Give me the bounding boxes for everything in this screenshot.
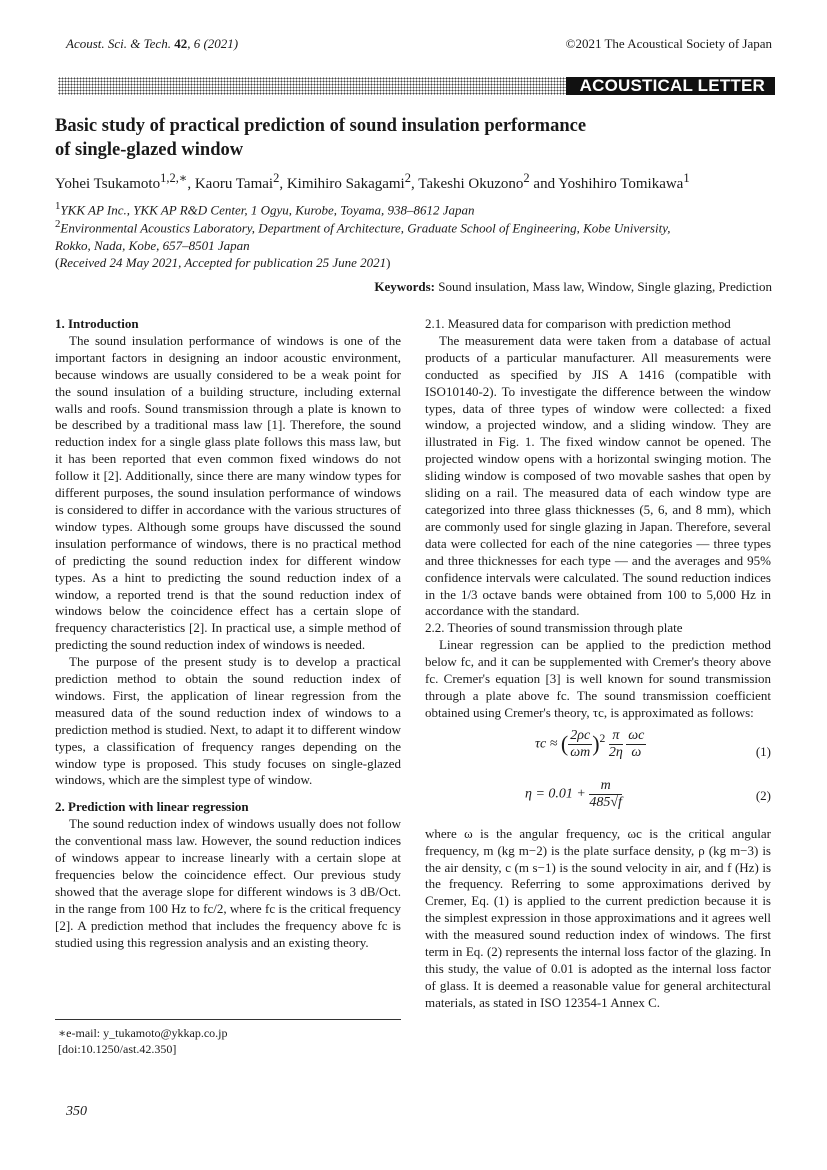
section-heading-introduction: 1. Introduction [55, 316, 139, 331]
paragraph: The measurement data were taken from a database of actual products of a particular manufacturer. All measurements were conducted as specified by JIS A 1416 (compatible with ISO10140-2). To investigate the difference between the window types, data of three types of window were collected: a fixed window, a projected window, and a sliding window. They are illustrated in Fig. 1. The fixed window cannot be opened. The projected window opens with a horizontal swinging motion. The sliding window is composed of two movable sashes that open by sliding on a rail. The measured data of each window type are categorized into three glass thicknesses (5, 6, and 8 mm), which are commonly used for single glazing in Japan. Therefore, several data were collected for each of the nine categories — three types and three thicknesses for each type — and the averages and 95% confidence intervals were calculated. The sound reduction indices in the 1/3 octave bands were obtained from 100 to 5,000 Hz in accordance with the standard. [425, 332, 771, 619]
paragraph: The purpose of the present study is to develop a practical prediction method to obtain the sound reduction index of windows. First, the application of linear regression from the measured data of the sound reduction index of windows to a prediction method is studied. Next, to adapt it to different window types, a classification of frequency ranges depending on the window type is proposed. This study focuses on single-glazed windows, which are the simplest type of window. [55, 654, 401, 788]
copyright-notice: ©2021 The Acoustical Society of Japan [565, 36, 772, 51]
section-heading-prediction: 2. Prediction with linear regression [55, 799, 249, 815]
affil-text: Rokko, Nada, Kobe, 657–8501 Japan [55, 238, 250, 254]
eq2-numerator: m [589, 778, 622, 795]
received-text: Received 24 May 2021, Accepted for publication 25 June 2021 [59, 255, 387, 270]
eq1-exponent: 2 [599, 731, 606, 745]
affil-text: Environmental Acoustics Laboratory, Department of Architecture, Graduate School of Engineering, Kobe University, [60, 220, 671, 236]
equation-number: (1) [755, 743, 771, 759]
footnote-divider [55, 1019, 401, 1020]
eq1-pi-den: 2η [608, 744, 623, 760]
paragraph: The sound insulation performance of windows is one of the important factors in designing an indoor acoustic environment, because windows are usually considered to be a weak point for the sound insulation of a building structure, including external walls and roofs. Sound transmission through a plate is known to be described by a traditional mass law [1]. Therefore, the sound reduction index for a single glass plate follows this mass law, but it has been reported that even common fixed windows do not follow it [2]. Additionally, since there are many window types for different purposes, the sound insulation performance of windows is considered to differ in accordance with the various structures of window types. Although some groups have discussed the sound insulation performance of windows, there is no practical method of predicting the sound reduction index for different window types. As a hint to predicting the sound reduction index of a window, a reported trend is that the sound reduction index of windows below the coincidence effect has a certain slope of frequency characteristics [2]. In practical use, a simple method of predicting the sound reduction index of windows is needed. [55, 332, 401, 653]
equation-number: (2) [755, 787, 771, 803]
author-name: Kimihiro Sakagami [286, 176, 405, 192]
journal-name: Acoust. Sci. & Tech. [66, 36, 171, 51]
title-line-2: of single-glazed window [55, 140, 244, 160]
author-separator: and [529, 176, 559, 192]
eq1-pi-num: π [609, 728, 623, 745]
eq1-omega-fraction [626, 728, 646, 761]
author-name: Kaoru Tamai [194, 176, 274, 192]
eq2-denominator: 485√f [589, 794, 622, 810]
author-separator: , [410, 176, 419, 192]
left-column [55, 316, 401, 952]
eq1-numerator: 2ρc [570, 727, 591, 743]
article-type-banner [58, 77, 775, 95]
keywords [374, 279, 772, 295]
author-affil-mark: 2 [273, 171, 280, 185]
footnote [58, 1025, 228, 1057]
eq1-omega-num: ωc [628, 727, 645, 743]
title-line-1: Basic study of practical prediction of sound insulation performance [55, 116, 587, 136]
eq1-denominator: ωm [570, 744, 591, 760]
author-name: Yoshihiro Tomikawa [558, 176, 684, 192]
equation-2 [425, 778, 771, 826]
author-affil-mark: 1 [683, 171, 690, 185]
keywords-value: Sound insulation, Mass law, Window, Single glazing, Prediction [438, 279, 772, 294]
subsection-heading-2-2: 2.2. Theories of sound transmission through plate [425, 620, 683, 636]
author-name: Takeshi Okuzono [418, 176, 524, 192]
article-type-label: ACOUSTICAL LETTER [566, 77, 775, 95]
eq1-pi-fraction [609, 728, 623, 761]
journal-volume: 42 [174, 36, 188, 51]
author-affil-mark: 2 [523, 171, 530, 185]
author-list [55, 170, 775, 193]
received-dates: (Received 24 May 2021, Accepted for publication 25 June 2021) [55, 255, 391, 270]
affil-text: YKK AP Inc., YKK AP R&D Center, 1 Ogyu, Kurobe, Toyama, 938–8612 Japan [60, 202, 475, 218]
eq2-lhs: η = 0.01 + [525, 786, 586, 802]
author-separator: , [187, 176, 195, 192]
eq1-fraction [568, 728, 592, 761]
author-affil-mark: 1,2,∗ [160, 171, 188, 185]
paragraph: Linear regression can be applied to the prediction method below fc, and it can be supplemented with Cremer's theory above fc. Cremer's equation [3] is well known for sound transmission through a plate above fc. The sound transmission coefficient obtained using Cremer's theory, τc, is approximated as follows: [425, 637, 771, 720]
eq1-omega-den: ω [631, 744, 642, 760]
affil-mark: 1 [55, 200, 61, 212]
journal-issue: , 6 (2021) [187, 36, 239, 51]
author-affil-mark: 2 [404, 171, 411, 185]
page-number: 350 [66, 1104, 87, 1119]
equation-1: τc ≈ ( $\frac{2\rho c}{\omega m}$ )$^2$ $\frac{\pi}{2\eta}$ $\frac{\omega c}{\omega}$ (1) [535, 727, 771, 760]
journal-citation [66, 36, 238, 52]
paragraph: The sound reduction index of windows usually does not follow the conventional mass law. However, the sound reduction indices of windows appear to increase linearly with a certain slope at frequencies below the coincidence effect. Our previous study showed that the average slope for different windows is 3 dB/Oct. in the range from 100 Hz to fc/2, where fc is the critical frequency [2]. A prediction method that includes the frequency above fc is studied using this regression analysis and an existing theory. [55, 816, 401, 950]
affiliation-2 [55, 215, 775, 255]
paragraph: where ω is the angular frequency, ωc is the critical angular frequency, m (kg m−2) is the plate surface density, ρ (kg m−3) is the air density, c (m s−1) is the sound velocity in air, and f (Hz) is the frequency. Referring to some approximations derived by Cremer, Eq. (1) is applied to the current prediction because it is the simplest expression in those approximations and it agrees well with the measured sound reduction index of windows. The first term in Eq. (2) represents the internal loss factor of the glazing. In this study, the value of 0.01 is adopted as the internal loss factor of glass. It is deemed a reasonable value for general architectural materials, as stated in ISO 12354-1 Annex C. [425, 825, 771, 1010]
eq2-fraction [589, 778, 622, 811]
author-name: Yohei Tsukamoto [55, 176, 161, 192]
author-separator: , [279, 176, 287, 192]
affil-mark: 2 [55, 218, 61, 230]
footnote-email: ∗e-mail: y_tukamoto@ykkap.co.jp [58, 1026, 228, 1040]
subsection-heading-2-1: 2.1. Measured data for comparison with prediction method [425, 316, 731, 331]
paper-title [55, 114, 755, 162]
keywords-label: Keywords: [374, 279, 436, 294]
right-column [425, 316, 771, 1012]
footnote-doi: [doi:10.1250/ast.42.350] [58, 1042, 177, 1056]
eq1-lhs: τc ≈ [535, 736, 558, 752]
